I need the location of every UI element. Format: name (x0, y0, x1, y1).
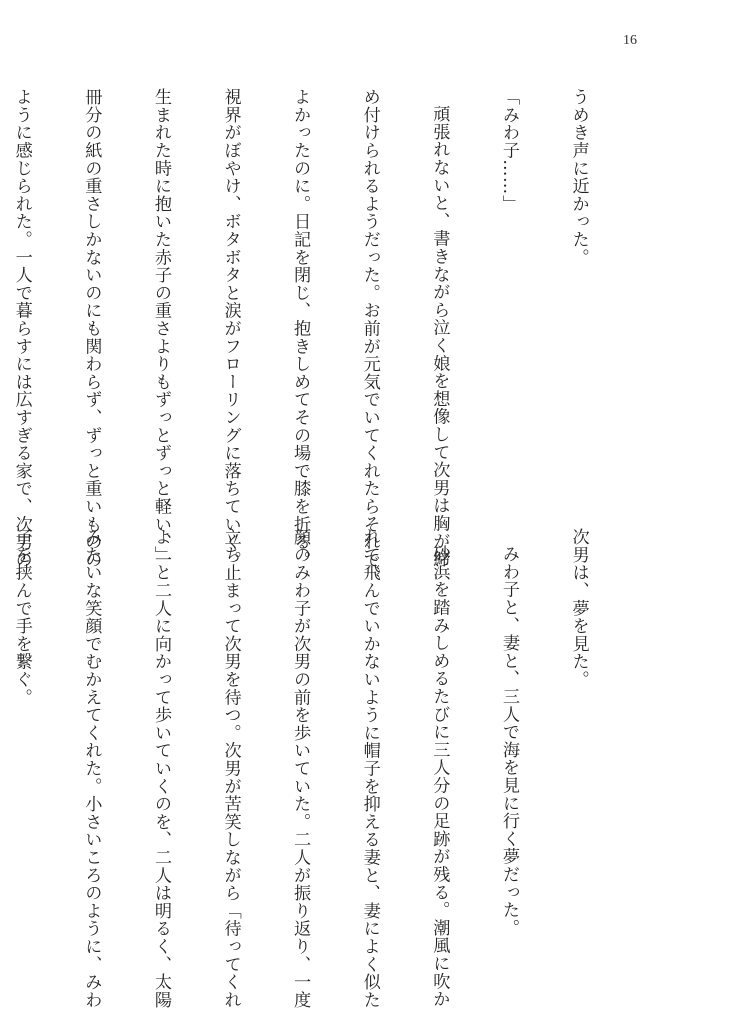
text-line: 次男は、夢を見た。 (568, 528, 589, 689)
text-line: みたいな笑顔でむかえてくれた。小さいころのように、みわ (81, 528, 102, 1009)
text-line: 砂浜を踏みしめるたびに三人分の足跡が残る。潮風に吹か (429, 545, 450, 1008)
text-line: 子を挟んで手を繋ぐ。 (11, 528, 32, 706)
text-line: うめき声に近かった。 (568, 88, 589, 266)
text-line: 視界がぼやけ、ボタボタと涙がフローリングに落ちていく。 (220, 88, 241, 569)
text-line: 頑張れないと、書きながら泣く娘を想像して次男は胸が締 (429, 105, 450, 568)
text-line: 生まれた時に抱いた赤子の重さよりもずっとずっと軽い、一 (150, 88, 171, 569)
text-line: 「みわ子……」 (498, 88, 519, 213)
text-block-top (0, 88, 636, 569)
text-line: 立ち止まって次男を待つ。次男が苦笑しながら「待ってくれ (220, 528, 241, 1009)
text-line: 顔のみわ子が次男の前を歩いていた。二人が振り返り、一度 (290, 528, 311, 1009)
text-line: よ」と二人に向かって歩いていくのを、二人は明るく、太陽 (150, 528, 171, 1009)
text-line: ように感じられた。一人で暮らすには広すぎる家で、次男の (11, 88, 32, 569)
text-line: よかったのに。日記を閉じ、抱きしめてその場で膝を折る。 (290, 88, 311, 569)
text-line: れて飛んでいかないように帽子を抑える妻と、妻によく似た (359, 528, 380, 1009)
text-block-bottom (0, 528, 636, 1009)
text-line: 冊分の紙の重さしかないのにも関わらず、ずっと重いものの (81, 88, 102, 569)
text-line: みわ子と、妻と、三人で海を見に行く夢だった。 (498, 545, 519, 937)
text-line: め付けられるようだった。お前が元気でいてくれたらそれで (359, 88, 380, 569)
page-number: 16 (623, 33, 637, 48)
